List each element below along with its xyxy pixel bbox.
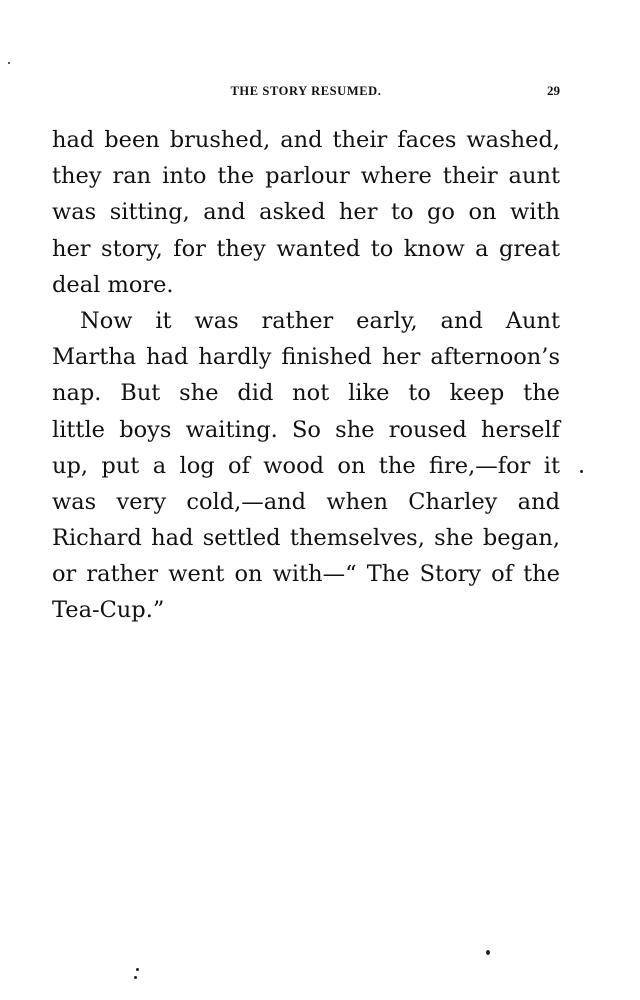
text-line: little boys waiting. So she roused herself <box>52 416 560 443</box>
body-text <box>52 122 560 629</box>
print-speck <box>136 968 139 971</box>
text-line: or rather went on with—“ The Story of the <box>52 561 560 588</box>
text-line: was very cold,—and when Charley and <box>52 488 560 515</box>
text-line: Richard had settled themselves, she began, <box>52 525 560 552</box>
text-line: Tea-Cup.” <box>52 597 165 624</box>
text-line: nap. But she did not like to keep the <box>52 380 560 407</box>
text-line: had been brushed, and their faces washed, <box>52 127 560 153</box>
print-speck <box>580 470 583 473</box>
text-line: deal more. <box>52 271 174 298</box>
paragraph-2 <box>52 303 560 629</box>
print-speck <box>134 976 137 979</box>
text-line: up, put a log of wood on the fire,—for it <box>52 452 560 479</box>
text-line: they ran into the parlour where their aunt <box>52 163 560 190</box>
text-line: her story, for they wanted to know a great <box>52 235 560 262</box>
print-speck <box>8 62 10 64</box>
page-number: 29 <box>547 83 560 98</box>
print-speck <box>486 950 490 955</box>
paragraph-1 <box>52 122 560 303</box>
text-line: was sitting, and asked her to go on with <box>52 199 560 226</box>
text-line: Now it was rather early, and Aunt <box>80 307 560 334</box>
running-title: THE STORY RESUMED. <box>230 84 382 98</box>
text-line: Martha had hardly finished her afternoon’s <box>52 344 560 371</box>
running-head <box>52 80 560 102</box>
